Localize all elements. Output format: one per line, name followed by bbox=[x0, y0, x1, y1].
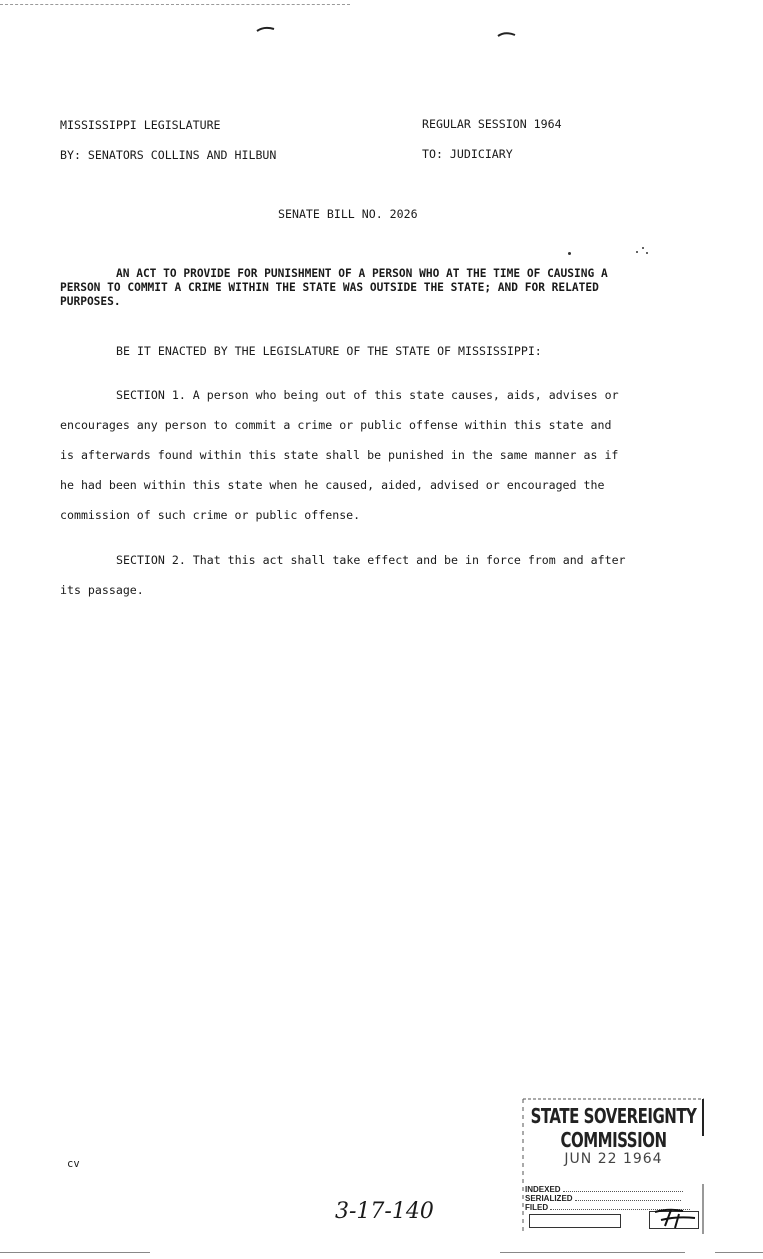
stamp-filed-label: FILED bbox=[525, 1203, 549, 1212]
bottom-rule bbox=[0, 1252, 150, 1253]
typist-initials: cv bbox=[67, 1158, 80, 1170]
svg-text:3-17-140: 3-17-140 bbox=[335, 1199, 434, 1224]
punch-mark-left bbox=[256, 26, 276, 32]
section-1-line: he had been within this state when he caused, aided, advised or encouraged the bbox=[60, 478, 605, 492]
sovereignty-commission-stamp bbox=[521, 1096, 706, 1236]
dotted-line bbox=[563, 1191, 683, 1192]
sponsors-line: BY: SENATORS COLLINS AND HILBUN bbox=[60, 148, 277, 162]
punch-mark-right bbox=[497, 31, 517, 37]
section-1-line: SECTION 1. A person who being out of this state causes, aids, advises or bbox=[116, 388, 619, 402]
section-1-line: is afterwards found within this state shall be punished in the same manner as if bbox=[60, 448, 619, 462]
stamp-serialized-row bbox=[525, 1194, 681, 1203]
section-2-line: its passage. bbox=[60, 583, 144, 597]
enacting-clause: BE IT ENACTED BY THE LEGISLATURE OF THE STATE OF MISSISSIPPI: bbox=[116, 344, 542, 358]
section-1-line: encourages any person to commit a crime or public offense within this state and bbox=[60, 418, 612, 432]
top-dashed-rule bbox=[0, 4, 350, 5]
section-1 bbox=[60, 388, 680, 538]
section-1-line: commission of such crime or public offense. bbox=[60, 508, 361, 522]
ink-speck bbox=[568, 252, 571, 255]
handwritten-file-number bbox=[333, 1196, 463, 1226]
bottom-rule bbox=[500, 1252, 685, 1253]
stamp-title: STATE SOVEREIGNTY COMMISSION bbox=[530, 1104, 697, 1153]
stamp-indexed-label: INDEXED bbox=[525, 1185, 561, 1194]
session-heading: REGULAR SESSION 1964 bbox=[422, 117, 562, 131]
bill-title bbox=[60, 267, 670, 309]
handwritten-initials bbox=[649, 1206, 701, 1230]
bottom-rule bbox=[715, 1252, 763, 1253]
stamp-date: JUN 22 1964 bbox=[564, 1151, 663, 1167]
ink-speck bbox=[636, 251, 638, 253]
ink-speck bbox=[646, 252, 648, 254]
committee-line: TO: JUDICIARY bbox=[422, 147, 513, 161]
ink-speck bbox=[642, 247, 644, 249]
section-2-line: SECTION 2. That this act shall take effect and be in force from and after bbox=[116, 553, 626, 567]
bill-title-line: PERSON TO COMMIT A CRIME WITHIN THE STATE WAS OUTSIDE THE STATE; AND FOR RELATED bbox=[60, 281, 599, 294]
bill-title-line: AN ACT TO PROVIDE FOR PUNISHMENT OF A PERSON WHO AT THE TIME OF CAUSING A bbox=[116, 267, 608, 280]
bill-number: SENATE BILL NO. 2026 bbox=[278, 207, 418, 221]
section-2 bbox=[60, 553, 680, 613]
stamp-serialized-label: SERIALIZED bbox=[525, 1194, 573, 1203]
stamp-indexed-row bbox=[525, 1185, 683, 1194]
legislature-heading: MISSISSIPPI LEGISLATURE bbox=[60, 118, 221, 132]
stamp-checkbox bbox=[529, 1214, 621, 1228]
bill-title-line: PURPOSES. bbox=[60, 295, 121, 308]
dotted-line bbox=[575, 1200, 681, 1201]
